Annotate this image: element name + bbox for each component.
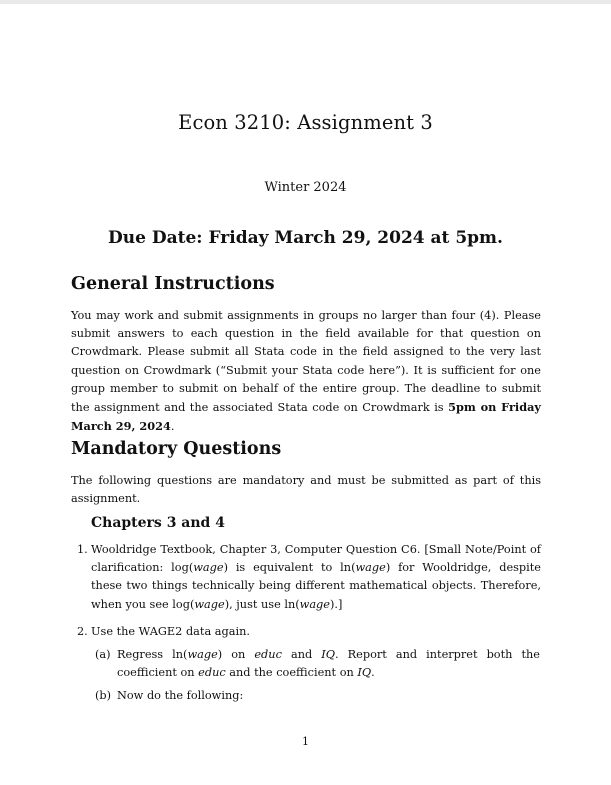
q1-math-b: wage xyxy=(355,561,386,575)
q1-text-a: Wooldridge Textbook, Chapter 3, Computer Question C6. [Small Note/Point of clarification: log( xyxy=(91,543,541,575)
q1-math-d: wage xyxy=(299,597,330,611)
question-2a-label: (a) xyxy=(95,648,111,661)
general-instructions-heading: General Instructions xyxy=(71,274,275,294)
q1-text-c: ) for Wooldridge, despite these two things technically being different mathematical objects. Therefore, when you see log( xyxy=(91,561,541,611)
general-text: You may work and submit assignments in groups no larger than four (4). Please submit answers to each question in the field available for that question on Crowdmark. Please submit all Stata code in the field assigned to the very last question on Crowdmark (“Submit your Stata code here”). It is sufficient for one group member to submit on behalf of the entire group. The deadline to submit the assignment and the associated Stata code on Crowdmark is xyxy=(71,309,541,415)
q2a-math-d: educ xyxy=(198,666,226,680)
general-text-end: . xyxy=(170,420,175,434)
q1-math-a: wage xyxy=(193,561,224,575)
question-2b-label: (b) xyxy=(95,689,112,702)
q1-text-b: ) is equivalent to ln( xyxy=(223,561,356,575)
question-1-number: 1. xyxy=(77,543,88,556)
q2a-text-f: . xyxy=(371,666,375,680)
q2a-math-c: IQ xyxy=(321,648,335,661)
q2a-text-d: . Report and interpret both the coefficient on xyxy=(117,648,540,680)
question-2-number: 2. xyxy=(77,625,88,638)
question-2a-text xyxy=(117,646,540,682)
q1-text-e: ).] xyxy=(329,597,343,611)
q2a-text-e: and the coefficient on xyxy=(225,666,358,680)
q1-text-d: ), just use ln( xyxy=(224,597,300,611)
q2a-text-b: ) on xyxy=(217,648,255,661)
q2a-text-c: and xyxy=(281,648,322,661)
document-title: Econ 3210: Assignment 3 xyxy=(178,111,433,134)
question-1-text xyxy=(91,541,541,614)
chapters-heading: Chapters 3 and 4 xyxy=(91,515,225,531)
question-2-text: Use the WAGE2 data again. xyxy=(91,625,250,638)
document-term: Winter 2024 xyxy=(264,180,347,195)
q2a-math-e: IQ xyxy=(357,666,372,680)
q1-math-c: wage xyxy=(194,597,225,611)
mandatory-intro: The following questions are mandatory and must be submitted as part of this assignment. xyxy=(71,474,541,506)
q2a-math-b: educ xyxy=(254,648,282,661)
general-instructions-text xyxy=(71,307,541,436)
q2a-text-a: Regress ln( xyxy=(117,648,188,661)
mandatory-questions-heading: Mandatory Questions xyxy=(71,439,282,459)
page-number: 1 xyxy=(302,735,309,748)
question-2b-text: Now do the following: xyxy=(117,689,244,702)
q2a-math-a: wage xyxy=(187,648,218,661)
due-date: Due Date: Friday March 29, 2024 at 5pm. xyxy=(108,228,503,248)
deadline-bold: 5pm on Friday March 29, 2024 xyxy=(71,400,541,434)
